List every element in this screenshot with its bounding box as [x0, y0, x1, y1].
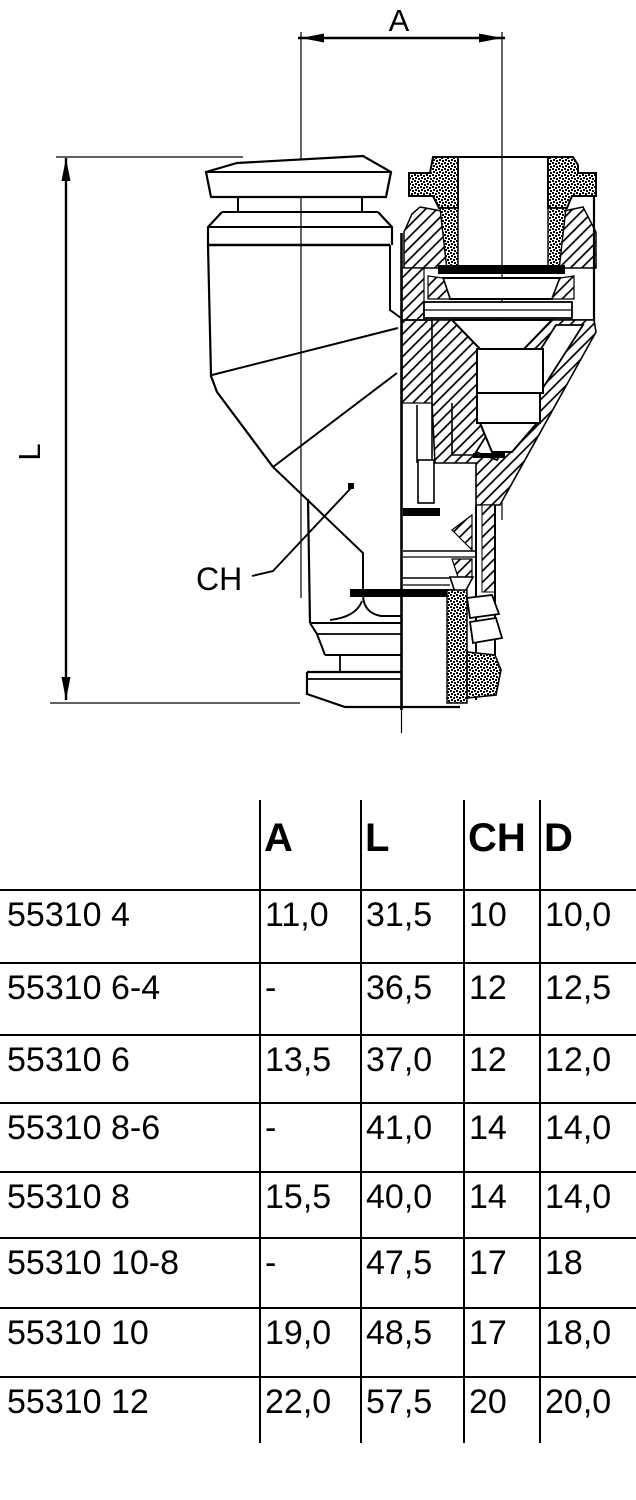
dim-a-label: A: [388, 3, 410, 38]
part-number: 55310 12: [0, 1377, 260, 1443]
value-l: 40,0: [361, 1172, 464, 1238]
header-part: [0, 800, 260, 890]
part-number: 55310 6-4: [0, 963, 260, 1035]
header-a: A: [260, 800, 361, 890]
table-row: [0, 1172, 636, 1238]
value-ch: 14: [464, 1103, 540, 1172]
table-row: [0, 1238, 636, 1308]
value-ch: 17: [464, 1238, 540, 1308]
part-number: 55310 8: [0, 1172, 260, 1238]
value-ch: 17: [464, 1308, 540, 1377]
value-a: 13,5: [260, 1035, 361, 1103]
value-d: 18,0: [540, 1308, 636, 1377]
value-d: 18: [540, 1238, 636, 1308]
part-number: 55310 8-6: [0, 1103, 260, 1172]
table-header-row: [0, 800, 636, 890]
value-ch: 12: [464, 1035, 540, 1103]
header-ch: CH: [464, 800, 540, 890]
value-d: 10,0: [540, 890, 636, 963]
table-row: [0, 1308, 636, 1377]
ch-label: CH: [196, 561, 243, 597]
header-d: D: [540, 800, 636, 890]
value-ch: 14: [464, 1172, 540, 1238]
value-l: 37,0: [361, 1035, 464, 1103]
fitting-section: [402, 157, 597, 733]
part-number: 55310 10-8: [0, 1238, 260, 1308]
table-row: [0, 1035, 636, 1103]
value-a: 19,0: [260, 1308, 361, 1377]
value-d: 14,0: [540, 1103, 636, 1172]
value-a: 22,0: [260, 1377, 361, 1443]
value-l: 57,5: [361, 1377, 464, 1443]
value-l: 48,5: [361, 1308, 464, 1377]
table-row: [0, 890, 636, 963]
value-a: -: [260, 1238, 361, 1308]
value-ch: 20: [464, 1377, 540, 1443]
table-row: [0, 1103, 636, 1172]
value-a: -: [260, 963, 361, 1035]
part-number: 55310 10: [0, 1308, 260, 1377]
value-d: 20,0: [540, 1377, 636, 1443]
value-a: 15,5: [260, 1172, 361, 1238]
value-l: 36,5: [361, 963, 464, 1035]
value-ch: 10: [464, 890, 540, 963]
value-l: 31,5: [361, 890, 464, 963]
value-d: 12,0: [540, 1035, 636, 1103]
value-d: 14,0: [540, 1172, 636, 1238]
value-ch: 12: [464, 963, 540, 1035]
table-row: [0, 963, 636, 1035]
dimension-table: [0, 800, 636, 1443]
ch-callout: [196, 483, 354, 597]
table-row: [0, 1377, 636, 1443]
dim-l-label: L: [12, 443, 47, 461]
value-a: -: [260, 1103, 361, 1172]
part-number: 55310 6: [0, 1035, 260, 1103]
dimension-l: [12, 157, 300, 703]
part-number: 55310 4: [0, 890, 260, 963]
value-a: 11,0: [260, 890, 361, 963]
value-d: 12,5: [540, 963, 636, 1035]
header-l: L: [361, 800, 464, 890]
value-l: 47,5: [361, 1238, 464, 1308]
value-l: 41,0: [361, 1103, 464, 1172]
